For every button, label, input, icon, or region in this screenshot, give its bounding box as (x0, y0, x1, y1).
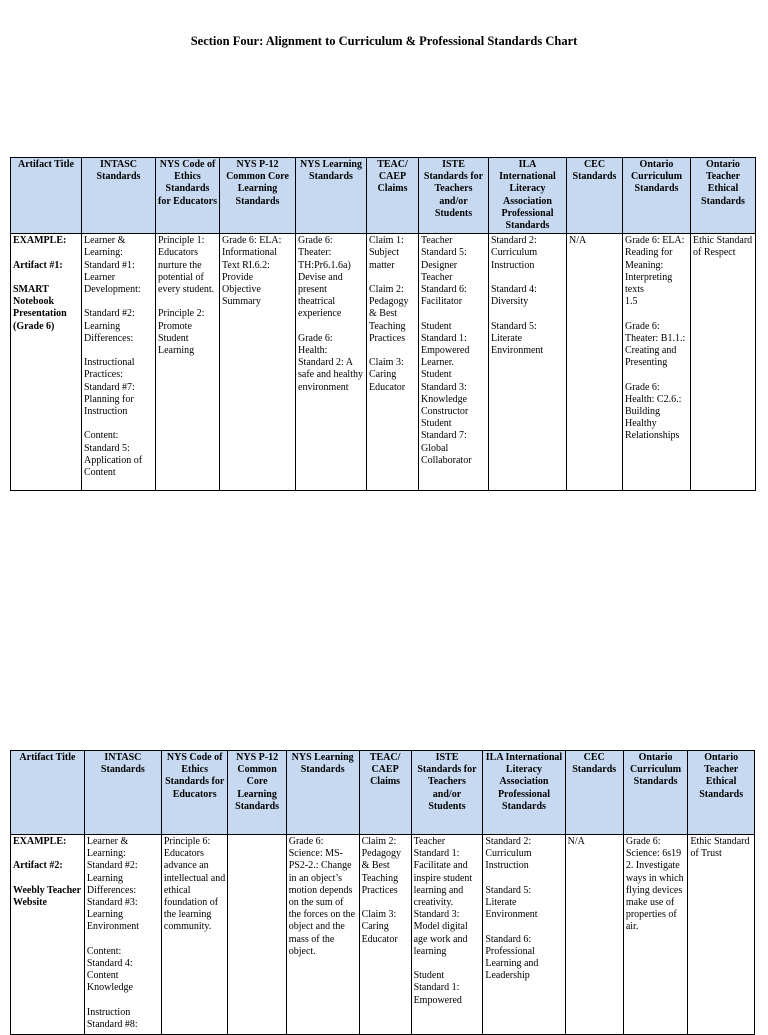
ontario-ethical-cell (691, 234, 756, 491)
table-row (11, 835, 755, 1035)
cell-paragraph: Content: (86, 945, 122, 957)
cell-paragraph: Standard 5: Literate Environment (485, 884, 538, 921)
cell-paragraph (491, 272, 564, 284)
nys-ethics-cell (156, 234, 220, 491)
cell-paragraph (369, 272, 416, 284)
cell-paragraph: N/A (567, 836, 585, 847)
cell-paragraph: Standard #8: (86, 1019, 138, 1031)
cell-paragraph (13, 247, 79, 259)
cell-paragraph: Grade 6: Theater: B1.1.: Creating and Presenting (625, 320, 688, 369)
cell-paragraph: Grade 6: Health: Standard 2: A safe and healthy environment (298, 332, 366, 393)
header-nys-learning-standards: NYS Learning Standards (286, 751, 359, 835)
header-ila: ILA International Literacy Association Professional Standards (483, 751, 565, 835)
cell-paragraph: Learner & Learning: (86, 836, 131, 860)
cell-paragraph: N/A (569, 235, 587, 247)
cell-paragraph: Artifact #2: (13, 860, 63, 872)
cell-paragraph (13, 873, 82, 885)
cell-paragraph: Standard #3: Learning Environment (86, 897, 141, 933)
nys-ethics-cell (161, 835, 228, 1035)
cell-paragraph: Standard #7: Planning for Instruction (84, 381, 138, 418)
cell-paragraph: Weebly Teacher Website (13, 884, 84, 908)
ontario-ethical-cell (688, 835, 755, 1035)
cell-paragraph (491, 308, 564, 320)
cell-paragraph: Learner & Learning: (84, 235, 128, 259)
header-nys-code-of-ethics: NYS Code of Ethics Standards for Educators (161, 751, 228, 835)
cell-paragraph: Standard #2: Learning Differences: (84, 308, 138, 344)
header-teac-caep: TEAC/ CAEP Claims (367, 158, 419, 234)
header-cec: CEC Standards (565, 751, 623, 835)
cell-paragraph (84, 345, 153, 357)
cell-paragraph (158, 296, 217, 308)
cell-paragraph: Ethic Standard of Trust (690, 836, 752, 860)
header-nys-code-of-ethics: NYS Code of Ethics Standards for Educators (156, 158, 220, 234)
cell-paragraph: Instructional Practices: (84, 357, 138, 381)
header-nys-common-core: NYS P-12 Common Core Learning Standards (220, 158, 296, 234)
cell-paragraph: Principle 1: Educators nurture the potential of every student. (158, 235, 215, 296)
cell-paragraph: Standard 2: Curriculum Instruction (491, 235, 540, 271)
header-cec: CEC Standards (567, 158, 623, 234)
cell-paragraph: EXAMPLE: (13, 235, 67, 247)
header-ontario-curriculum: Ontario Curriculum Standards (623, 751, 688, 835)
cell-paragraph: Principle 2: Promote Student Learning (158, 308, 207, 357)
cell-paragraph: Artifact #1: (13, 259, 63, 271)
cell-paragraph: Claim 2: Pedagogy & Best Teaching Practices (369, 284, 411, 344)
cec-cell (567, 234, 623, 491)
cell-paragraph: Standard #2: Learning Differences: (86, 860, 141, 896)
cell-paragraph (625, 369, 688, 381)
cell-paragraph: Grade 6: Health: C2.6.: Building Healthy Relationships (625, 381, 684, 442)
cell-paragraph: Standard 4: Content Knowledge (86, 958, 136, 994)
iste-cell (411, 835, 483, 1035)
cell-paragraph (421, 308, 486, 320)
standards-table-2 (10, 750, 755, 1035)
cell-paragraph (13, 272, 79, 284)
nys-common-core-cell (228, 835, 286, 1035)
cell-paragraph (362, 897, 409, 909)
header-intasc: INTASC Standards (84, 751, 161, 835)
cec-cell (565, 835, 623, 1035)
ontario-curriculum-cell (623, 234, 691, 491)
ila-cell (489, 234, 567, 491)
page-title: Section Four: Alignment to Curriculum & Professional Standards Chart (190, 34, 578, 48)
intasc-cell (84, 835, 161, 1035)
header-ila: ILA International Literacy Association Professional Standards (489, 158, 567, 234)
header-nys-common-core: NYS P-12 Common Core Learning Standards (228, 751, 286, 835)
cell-paragraph (230, 836, 283, 848)
cell-paragraph: Standard 2: Curriculum Instruction (485, 836, 534, 872)
cell-paragraph: Principle 6: Educators advance an intellectual and ethical foundation of the learning community. (163, 836, 228, 933)
header-iste: ISTE Standards for Teachers and/or Students (419, 158, 489, 234)
header-iste: ISTE Standards for Teachers and/or Students (411, 751, 483, 835)
header-ontario-ethical: Ontario Teacher Ethical Standards (691, 158, 756, 234)
header-artifact-title: Artifact Title (11, 751, 85, 835)
cell-paragraph: EXAMPLE: (13, 836, 67, 847)
cell-paragraph (369, 345, 416, 357)
table-row (11, 234, 756, 491)
header-artifact-title: Artifact Title (11, 158, 82, 234)
header-ontario-ethical: Ontario Teacher Ethical Standards (688, 751, 755, 835)
cell-paragraph: Instruction (86, 1006, 131, 1018)
cell-paragraph (414, 958, 481, 970)
cell-paragraph: Standard 6: Professional Learning and Leadership (485, 933, 541, 982)
cell-paragraph: 1.5 (625, 296, 638, 308)
standards-table-1 (10, 157, 756, 491)
cell-paragraph (485, 921, 562, 933)
cell-paragraph: Student Standard 7: Global Collaborator (421, 418, 472, 466)
cell-paragraph: Teacher Standard 1: Facilitate and inspire student learning and creativity. (413, 836, 475, 909)
cell-paragraph: Standard 5: Literate Environment (491, 320, 544, 357)
cell-paragraph: Grade 6: ELA: Reading for Meaning: Interpreting texts (625, 235, 687, 296)
cell-paragraph: Grade 6: Science: 6s19 2. Investigate ways in which flying devices make use of properties of air. (625, 836, 687, 933)
cell-paragraph: Content: (84, 430, 119, 442)
artifact-title-cell (11, 835, 85, 1035)
cell-paragraph: Claim 1: Subject matter (369, 235, 407, 271)
cell-paragraph (84, 418, 153, 430)
header-nys-learning-standards: NYS Learning Standards (296, 158, 367, 234)
cell-paragraph: Student Standard 1: Empowered Learner. (421, 320, 472, 369)
cell-paragraph (84, 296, 153, 308)
table-header-row (11, 158, 756, 234)
nys-learning-cell (296, 234, 367, 491)
cell-paragraph: Claim 3: Caring Educator (369, 357, 407, 393)
cell-paragraph: Standard 4: Diversity (491, 284, 540, 308)
cell-paragraph: Standard #1: Learner Development: (84, 259, 141, 296)
header-teac-caep: TEAC/ CAEP Claims (359, 751, 411, 835)
cell-paragraph (87, 934, 159, 946)
cell-paragraph: Standard 5: Application of Content (84, 442, 145, 479)
cell-paragraph: Grade 6: Theater: TH:Pr6.1.6a) Devise and present theatrical experience (298, 235, 354, 320)
teac-caep-cell (359, 835, 411, 1035)
cell-paragraph: Student Standard 3: Knowledge Constructor (421, 369, 470, 418)
cell-paragraph (87, 995, 159, 1007)
cell-paragraph (485, 873, 562, 885)
header-intasc: INTASC Standards (82, 158, 156, 234)
cell-paragraph: Standard 3: Model digital age work and learning (413, 909, 471, 957)
cell-paragraph: SMART Notebook Presentation (Grade 6) (13, 284, 70, 332)
cell-paragraph (625, 308, 688, 320)
cell-paragraph: Student Standard 1: (413, 970, 460, 994)
nys-common-core-cell (220, 234, 296, 491)
cell-paragraph (13, 848, 82, 860)
ila-cell (483, 835, 565, 1035)
ontario-curriculum-cell (623, 835, 688, 1035)
cell-paragraph: Claim 2: Pedagogy & Best Teaching Practices (361, 836, 404, 896)
nys-learning-cell (286, 835, 359, 1035)
header-ontario-curriculum: Ontario Curriculum Standards (623, 158, 691, 234)
cell-paragraph (298, 321, 364, 333)
cell-paragraph: Ethic Standard of Respect (693, 235, 755, 259)
table-header-row (11, 751, 755, 835)
intasc-cell (82, 234, 156, 491)
cell-paragraph: Teacher Standard 5: Designer Teacher (421, 235, 470, 283)
iste-cell (419, 234, 489, 491)
cell-paragraph: Grade 6: ELA: Informational Text RI.6.2: Provide Objective Summary (222, 235, 284, 308)
cell-paragraph: Grade 6: Science: MS-PS2-2.: Change in an object’s motion depends on the sum of the forces on the object and the mass of the object. (288, 836, 358, 957)
teac-caep-cell (367, 234, 419, 491)
cell-paragraph: Claim 3: Caring Educator (361, 909, 399, 945)
cell-paragraph: Standard 6: Facilitator (421, 284, 470, 308)
cell-paragraph: Empowered (413, 994, 462, 1006)
artifact-title-cell (11, 234, 82, 491)
